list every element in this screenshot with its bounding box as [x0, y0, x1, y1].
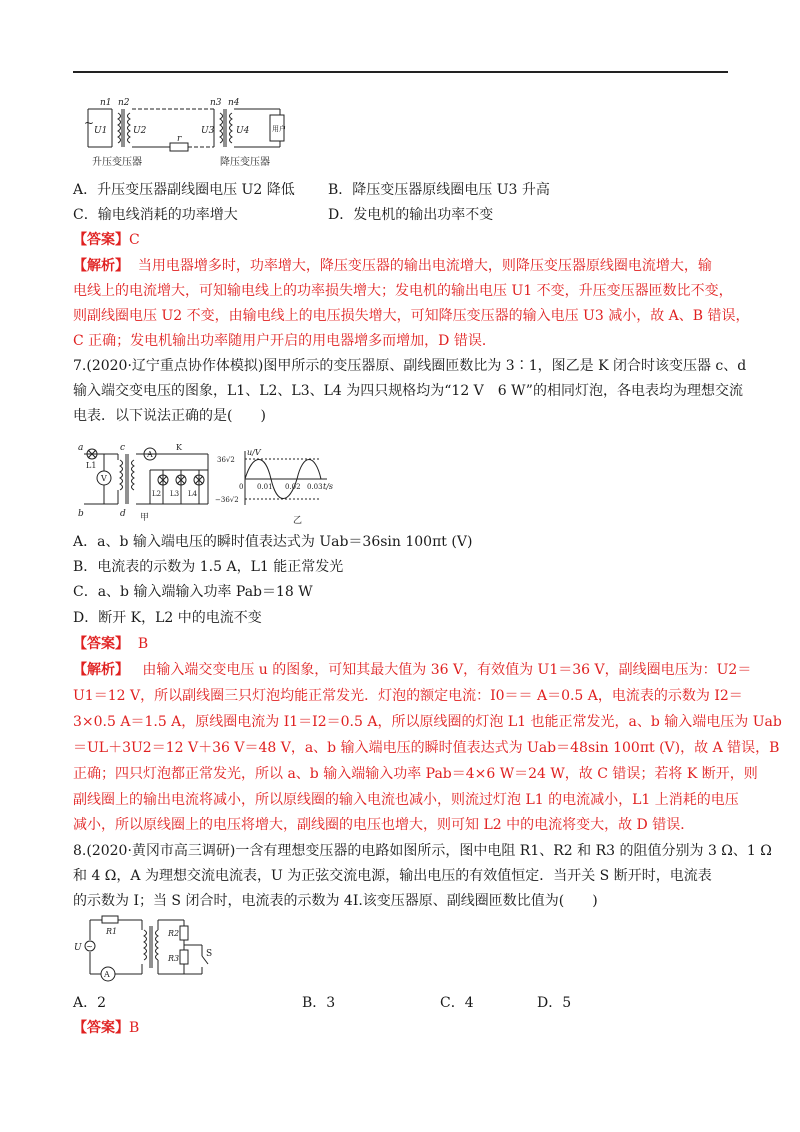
- svg-text:~: ~: [84, 116, 95, 130]
- q7-wave-y-top: 36√2: [217, 456, 235, 464]
- svg-text:~: ~: [86, 942, 93, 951]
- fig1-u4: U4: [236, 126, 250, 136]
- fig1-n1: n1: [100, 98, 112, 108]
- q7-option-d: D．断开 K，L2 中的电流不变: [73, 610, 262, 626]
- q8-fig-s: S: [206, 949, 213, 959]
- q7-analysis-1: 【解析】 由输入端交变电压 u 的图象，可知其最大值为 36 V，有效值为 U1＝36 V，副线圈电压为：U2＝: [73, 662, 752, 678]
- fig1-n4: n4: [228, 98, 240, 108]
- fig1-step-up: 升压变压器: [92, 157, 142, 168]
- q7-fig-k: K: [176, 443, 182, 452]
- q8-option-b: B．3: [302, 995, 336, 1011]
- q6-answer-tag: 【答案】: [73, 232, 129, 248]
- q6-option-d: D．发电机的输出功率不变: [328, 207, 494, 223]
- q7-fig-d: d: [120, 509, 126, 519]
- q7-option-c: C．a、b 输入端输入功率 Pab＝18 W: [73, 584, 313, 600]
- q8-stem-1: 8.(2020·黄冈市高三调研)一含有理想变压器的电路如图所示，图中电阻 R1、R2 和 R3 的阻值分别为 3 Ω、1 Ω: [73, 843, 772, 859]
- q8-fig-r2: R2: [168, 929, 180, 938]
- q6-answer-value: C: [129, 232, 140, 248]
- q7-wave-t-axis: t/s: [323, 482, 334, 491]
- q7-analysis-3: 3×0.5 A＝1.5 A，原线圈电流为 I1＝I2＝0.5 A，所以原线圈的灯泡 L1 也能正常发光，a、b 输入端电压为 Uab: [73, 714, 782, 730]
- q8-answer-tag: 【答案】: [73, 1020, 129, 1036]
- q7-fig-l2: L2: [152, 490, 162, 498]
- q8-fig-r1: R1: [106, 927, 118, 936]
- q6-answer: [73, 230, 140, 250]
- q7-option-b: B．电流表的示数为 1.5 A，L1 能正常发光: [73, 559, 344, 575]
- q8-fig-r3: R3: [168, 954, 180, 963]
- q8-option-c: C．4: [440, 995, 474, 1011]
- q7-fig-c: c: [120, 443, 126, 453]
- figure-q8-circuit: [72, 912, 222, 984]
- q7-analysis-4: ＝UL＋3U2＝12 V＋36 V＝48 V，a、b 输入端电压的瞬时值表达式为 Uab＝48sin 100πt (V)，故 A 错误，B: [73, 740, 780, 756]
- q8-answer: [73, 1018, 139, 1038]
- q6-analysis-4: C 正确；发电机输出功率随用户开启的用电器增多而增加，D 错误．: [73, 333, 496, 349]
- q7-fig-jia: 甲: [140, 513, 150, 523]
- q7-fig-l4: L4: [188, 490, 198, 498]
- q7-wave-x3: 0.03: [307, 483, 323, 491]
- q7-answer-value: B: [137, 636, 149, 652]
- q7-fig-l1: L1: [86, 461, 97, 470]
- q8-option-a: A．2: [73, 995, 107, 1011]
- q8-answer-value: B: [129, 1020, 140, 1036]
- fig1-u1: U1: [94, 126, 108, 136]
- q7-fig-a: a: [78, 443, 84, 453]
- fig1-n2: n2: [118, 98, 130, 108]
- q8-fig-u: U: [74, 943, 82, 953]
- q6-analysis-2: 电线上的电流增大，可知输电线上的功率损失增大；发电机的输出电压 U1 不变，升压变压器匝数比不变，: [73, 283, 733, 299]
- q7-wave-u-axis: u/V: [247, 448, 261, 457]
- q7-analysis-7: 减小，所以原线圈上的电压将增大，副线圈的电压也增大，则可知 L2 中的电流将变大，故 D 错误．: [73, 817, 695, 833]
- header-rule: [73, 71, 728, 73]
- q7-wave-x2: 0.02: [285, 483, 301, 491]
- q7-fig-v: V: [101, 474, 107, 483]
- q7-analysis-2: U1＝12 V，所以副线圈三只灯泡均能正常发光．灯泡的额定电流：I0＝＝ A＝0.5 A，电流表的示数为 I2＝: [73, 688, 743, 704]
- fig1-step-down: 降压变压器: [220, 157, 270, 168]
- q7-fig-a-meter: A: [147, 450, 153, 459]
- q6-option-a: A．升压变压器副线圈电压 U2 降低: [73, 182, 295, 198]
- q8-stem-3: 的示数为 I；当 S 闭合时，电流表的示数为 4I.该变压器原、副线圈匝数比值为( ): [73, 893, 598, 909]
- fig1-user: 用户: [272, 125, 286, 133]
- figure-q7-waveform: [215, 445, 340, 525]
- q7-option-a: A．a、b 输入端电压的瞬时值表达式为 Uab＝36sin 100πt (V): [73, 534, 473, 550]
- q7-stem-3: 电表．以下说法正确的是( ): [73, 408, 266, 424]
- q7-stem-1: 7.(2020·辽宁重点协作体模拟)图甲所示的变压器原、副线圈匝数比为 3∶1，图乙是 K 闭合时该变压器 c、d: [73, 358, 747, 374]
- fig1-u2: U2: [133, 126, 147, 136]
- q6-analysis-tag: 【解析】: [73, 258, 129, 274]
- q6-analysis-1: 【解析】 当用电器增多时，功率增大，降压变压器的输出电流增大，则降压变压器原线圈电流增大，输: [73, 258, 712, 274]
- fig1-u3: U3: [201, 126, 215, 136]
- q6-option-b: B．降压变压器原线圈电压 U3 升高: [328, 182, 550, 198]
- q6-option-c: C．输电线消耗的功率增大: [73, 207, 238, 223]
- q6-analysis-3: 则副线圈电压 U2 不变，由输电线上的电压损失增大，可知降压变压器的输入电压 U3 减小，故 A、B 错误，: [73, 308, 750, 324]
- figure-power-transmission: [80, 95, 300, 175]
- q7-wave-yi: 乙: [293, 516, 303, 525]
- q8-fig-a: A: [104, 970, 110, 979]
- q7-answer-tag: 【答案】: [73, 636, 129, 652]
- q7-stem-2: 输入端交变电压的图象，L1、L2、L3、L4 为四只规格均为“12 V 6 W”的相同灯泡，各电表均为理想交流: [73, 383, 743, 399]
- fig1-r: r: [177, 134, 182, 144]
- q7-fig-b: b: [78, 509, 84, 519]
- fig1-n3: n3: [210, 98, 222, 108]
- q7-analysis-5: 正确；四只灯泡都正常发光，所以 a、b 输入端输入功率 Pab＝4×6 W＝24 W，故 C 错误；若将 K 断开，则: [73, 766, 758, 782]
- q7-wave-y-bot: −36√2: [215, 496, 239, 504]
- q7-fig-l3: L3: [170, 490, 180, 498]
- q8-option-d: D．5: [537, 995, 572, 1011]
- q7-wave-x0: 0: [239, 483, 244, 491]
- q7-wave-x1: 0.01: [257, 483, 273, 491]
- q7-analysis-tag: 【解析】: [73, 662, 129, 678]
- q7-answer: [73, 634, 148, 654]
- q7-analysis-6: 副线圈上的输出电流将减小，所以原线圈的输入电流也减小，则流过灯泡 L1 的电流减小，L1 上消耗的电压: [73, 792, 739, 808]
- q8-stem-2: 和 4 Ω，A 为理想交流电流表，U 为正弦交流电源，输出电压的有效值恒定．当开关 S 断开时，电流表: [73, 868, 712, 884]
